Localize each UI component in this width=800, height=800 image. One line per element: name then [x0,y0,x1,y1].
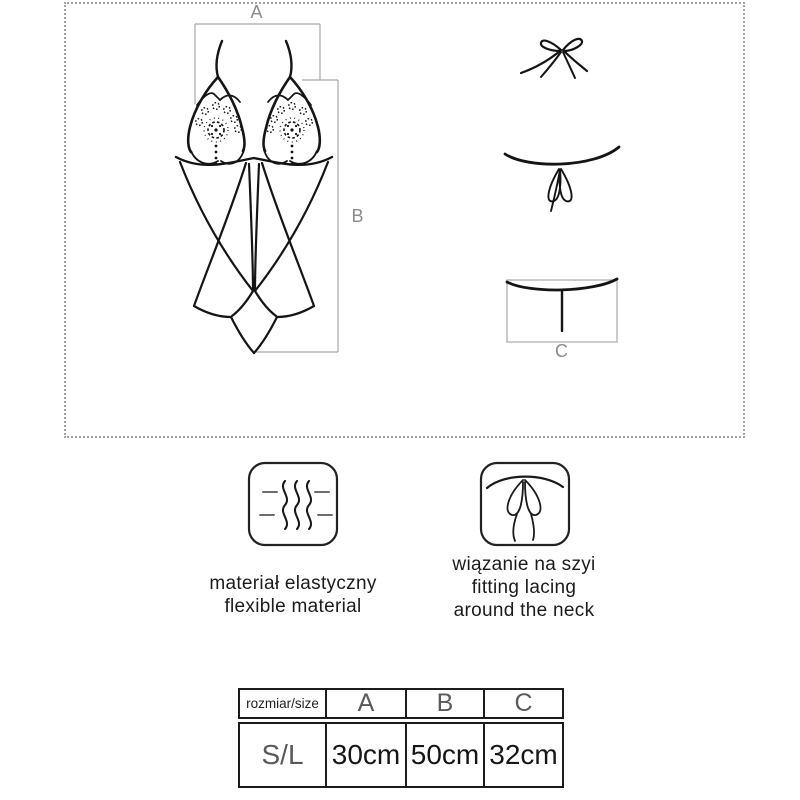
size-table [238,688,564,788]
flexible-material-caption [163,572,423,618]
bodysuit-drawing [176,41,332,353]
size-table-header-c: C [483,690,562,717]
caption-line: around the neck [453,600,595,621]
size-table-header-row [238,688,564,719]
measurement-label-a: A [250,2,264,22]
caption-line: wiązanie na szyi [452,554,596,575]
back-tie-sketch [505,147,619,211]
size-table-size-value: S/L [261,739,304,770]
neck-lacing-icon [481,463,569,545]
size-table-header-size: rozmiar/size [246,696,319,711]
caption-line: flexible material [224,596,362,617]
flexible-material-icon [249,463,337,545]
measurement-label-b: B [351,206,365,226]
lace-pattern [196,103,313,166]
size-table-b-value: 50cm [405,724,483,786]
size-table-header-b: B [405,690,483,717]
neck-lacing-caption [394,553,654,622]
size-table-c-value: 32cm [483,724,562,786]
caption-line: materiał elastyczny [209,573,377,594]
caption-line: fitting lacing [471,577,577,598]
size-table-header-a: A [325,690,405,717]
size-table-a-value: 30cm [325,724,405,786]
measurement-label-c: C [555,341,569,361]
size-table-value-row [238,722,564,788]
neck-bow-sketch [521,39,587,78]
bottom-piece-sketch [507,279,617,331]
